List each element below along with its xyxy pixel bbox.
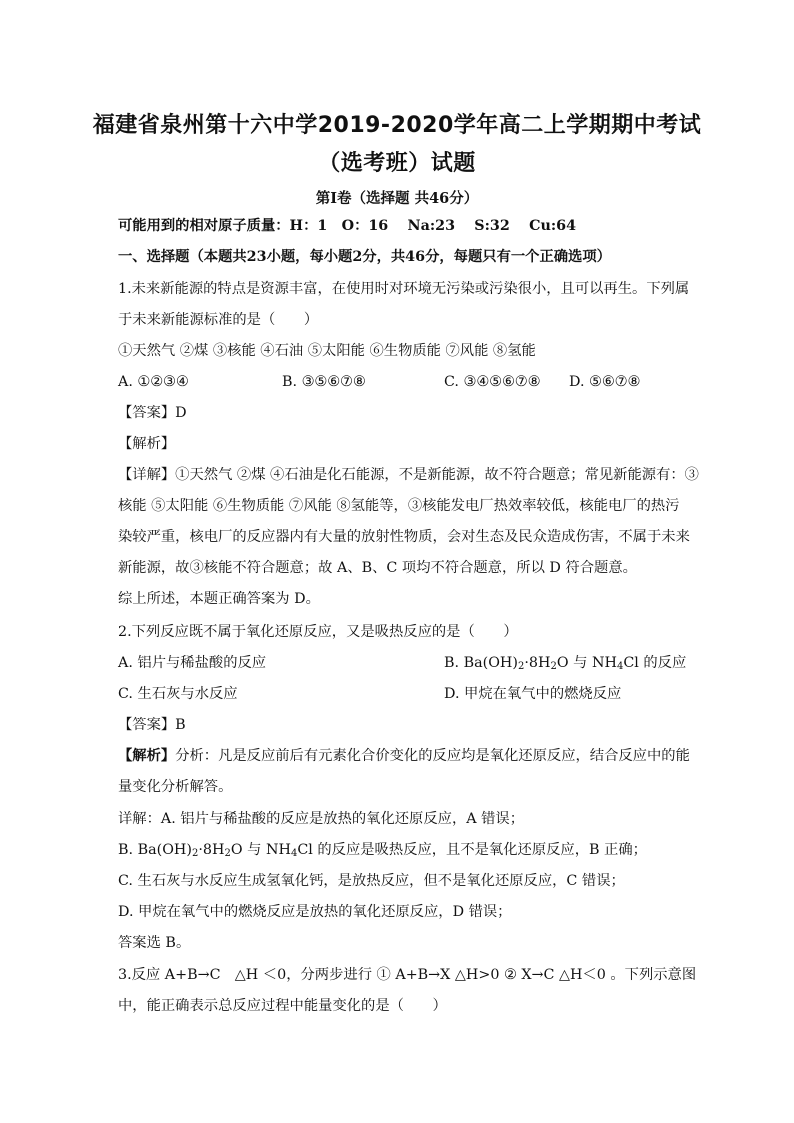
- q1-option-c: C. ③④⑤⑥⑦⑧: [444, 374, 541, 390]
- part-heading: 一、选择题（本题共23小题，每小题2分，共46分，每题只有一个正确选项）: [118, 249, 611, 265]
- q2-option-d: D. 甲烷在氧气中的燃烧反应: [444, 686, 622, 702]
- q2-analysis-line2: 量变化分析解答。: [118, 779, 233, 795]
- q1-detail-line2: 核能 ⑤太阳能 ⑥生物质能 ⑦风能 ⑧氢能等，③核能发电厂热效率较低，核能电厂的热污: [118, 498, 680, 514]
- q2-analysis-line1: 【解析】分析：凡是反应前后有元素化合价变化的反应均是氧化还原反应，结合反应中的能: [118, 748, 690, 764]
- document-title-line2: （选考班）试题: [318, 151, 476, 176]
- q2-stem: 2.下列反应既不属于氧化还原反应，又是吸热反应的是（ ）: [118, 624, 518, 640]
- atomic-mass-line: 可能用到的相对原子质量：H：1 O：16 Na:23 S:32 Cu:64: [118, 218, 577, 234]
- q1-detail-line4: 新能源，故③核能不符合题意；故 A、B、C 项均不符合题意，所以 D 符合题意。: [118, 560, 637, 576]
- q2-detail-d: D. 甲烷在氧气中的燃烧反应是放热的氧化还原反应，D 错误；: [118, 904, 512, 920]
- q2-option-b: B. $Ba(OH)_2\cdot 8H_2O$ 与 $NH_4Cl$ 的反应: [444, 655, 687, 672]
- q1-stem-line1: 1.未来新能源的特点是资源丰富，在使用时对环境无污染或污染很小，且可以再生。下列属: [118, 281, 690, 297]
- q1-detail-line3: 染较严重，核电厂的反应器内有大量的放射性物质，会对生态及民众造成伤害，不属于未来: [118, 529, 690, 545]
- q2-detail-b: B. $Ba(OH)_2\cdot 8H_2O$ 与 $NH_4Cl$ 的反应是吸热反应，且不是氧化还原反应，B 正确；: [118, 842, 647, 859]
- q1-items: ①天然气 ②煤 ③核能 ④石油 ⑤太阳能 ⑥生物质能 ⑦风能 ⑧氢能: [118, 343, 536, 359]
- q3-stem-line2: 中，能正确表示总反应过程中能量变化的是（ ）: [118, 998, 447, 1014]
- q1-answer: 【答案】D: [118, 405, 187, 421]
- q2-answer: 【答案】B: [118, 717, 186, 733]
- q1-summary: 综上所述，本题正确答案为 D。: [118, 591, 320, 607]
- q2-detail-c: C. 生石灰与水反应生成氢氧化钙，是放热反应，但不是氧化还原反应，C 错误；: [118, 873, 625, 889]
- q2-option-c: C. 生石灰与水反应: [118, 686, 238, 702]
- q1-option-a: A. ①②③④: [118, 374, 189, 390]
- q1-detail-line1: 【详解】①天然气 ②煤 ④石油是化石能源，不是新能源，故不符合题意；常见新能源有：③: [118, 467, 699, 483]
- q1-analysis-label: 【解析】: [118, 436, 176, 452]
- q1-stem-line2: 于未来新能源标准的是（ ）: [118, 312, 319, 328]
- q1-option-d: D. ⑤⑥⑦⑧: [569, 374, 641, 390]
- q2-conclusion: 答案选 B。: [118, 935, 191, 951]
- q3-stem-line1: 3.反应 A+B→C △H ＜0，分两步进行 ① A+B→X △H>0 ② X→C △H＜0 。下列示意图: [118, 967, 697, 983]
- section-title: 第Ⅰ卷（选择题 共46分）: [315, 190, 479, 207]
- q1-option-b: B. ③⑤⑥⑦⑧: [282, 374, 366, 390]
- q2-detail-a: 详解：A. 铝片与稀盐酸的反应是放热的氧化还原反应，A 错误；: [118, 811, 524, 827]
- document-title-line1: 福建省泉州第十六中学2019-2020学年高二上学期期中考试: [92, 113, 702, 138]
- q2-option-a: A. 铝片与稀盐酸的反应: [118, 655, 267, 671]
